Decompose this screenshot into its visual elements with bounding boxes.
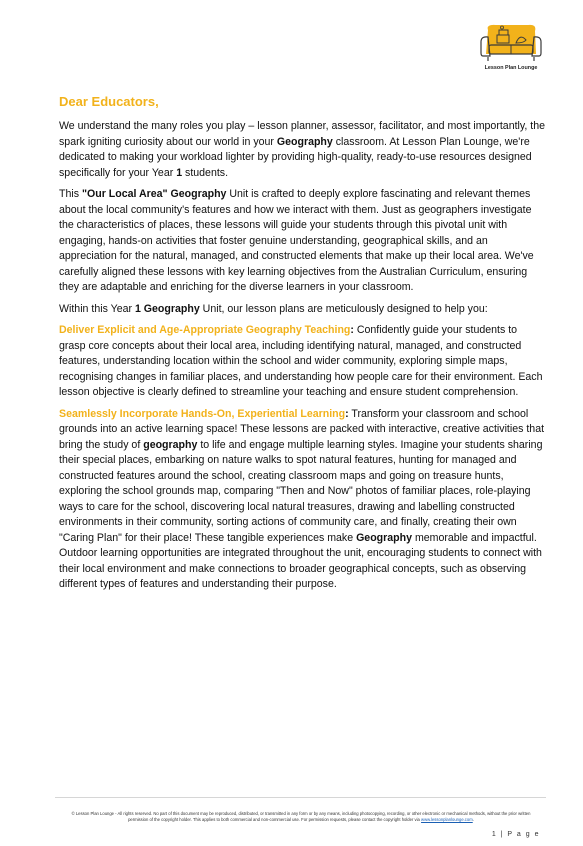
intro-bold-subject: Geography xyxy=(276,135,333,148)
within-text-2: Unit, our lesson plans are meticulously designed to help you: xyxy=(199,302,488,315)
within-paragraph xyxy=(59,302,545,318)
intro-text-3: students. xyxy=(182,166,229,179)
unit-bold-title: "Our Local Area" Geography xyxy=(81,188,227,200)
logo-text: Lesson Plan Lounge xyxy=(484,65,538,71)
unit-paragraph xyxy=(59,187,545,296)
point-1-heading: Deliver Explicit and Age-Appropriate Geography Teaching xyxy=(59,324,351,336)
intro-text-1: We understand the many roles you play – lesson planner, assessor, facilitator, and most importantly, the spark igniting curiosity about our world in your xyxy=(59,120,546,148)
page-number: 1 | P a g e xyxy=(491,831,540,838)
copyright-end: . xyxy=(472,817,474,822)
unit-text-1: This xyxy=(59,188,82,200)
intro-paragraph xyxy=(59,119,545,181)
point-1-body: Confidently guide your students to grasp core concepts about their local area, including identifying natural, managed, and constructed features, understanding location within the school and wider community, exploring simple maps, recognising changes in familiar places, and understanding how people care for their environment. Each lesson objective is clearly defined to streamline your teaching and ensure student comprehension. xyxy=(59,324,543,398)
point-hands-on-learning xyxy=(59,407,545,593)
greeting-heading: Dear Educators, xyxy=(59,94,159,109)
point-explicit-teaching xyxy=(59,323,545,401)
copyright-text: © Lesson Plan Lounge - All rights reserved. No part of this document may be reproduced, distributed, or transmitted in any form or by any means, including photocopying, recording, or other electronic or mechanical methods, without the prior written permission of the copyright holder. This applies to both commercial and non-commercial use. For permission requests, please contact the copyright holder via xyxy=(71,811,531,822)
logo xyxy=(478,24,544,76)
within-text-1: Within this Year xyxy=(59,302,135,315)
point-2-text-2: to life and engage multiple learning styles. Imagine your students sharing their special places, embarking on nature walks to spot natural features, hunting for managed and constructed features around the school, creating classroom maps and going on treasure hunts, exploring the school grounds map, comparing "Then and Now" photos of familiar places, role-playing ways to care for the school, discovering local natural treasures, drawing and labelling constructed environments in their community, sorting actions of community care, and finally, creating their own "Caring Plan" for their place! These tangible experiences make xyxy=(59,438,543,544)
point-2-bold-geography: geography xyxy=(143,438,198,451)
within-bold: 1 Geography xyxy=(134,302,200,315)
letter-body xyxy=(59,94,545,599)
unit-text-2: Unit is crafted to deeply explore fascinating and relevant themes about the local community's features and how we interact with them. Just as geographers investigate the characteristics of places, these lessons will guide your students through this pivotal unit with engaging, hands-on activities that foster genuine understanding, geographical skills, and an appreciation for the natural, managed, and constructed elements that make up their local area. We've carefully aligned these lessons with key learning objectives from the Australian Curriculum, ensuring they are adaptable and enriching for the diverse learners in your classroom. xyxy=(59,188,534,293)
couch-with-books-icon xyxy=(480,24,542,64)
point-2-colon: : xyxy=(345,407,349,420)
point-2-text-1: Transform your classroom and school grounds into an active learning space! These lessons are packed with interactive, creative activities that bring the study of xyxy=(59,407,545,451)
point-2-text-3: memorable and impactful. Outdoor learning opportunities are integrated throughout the unit, encouraging students to connect with their local environment and make connections to broader geographical concepts, such as observing different types of features and understanding their purpose. xyxy=(59,531,542,590)
website-link[interactable]: www.lessonplanlounge.com xyxy=(421,817,473,822)
intro-bold-year: 1 xyxy=(176,166,183,179)
point-2-bold-geography-2: Geography xyxy=(356,531,412,544)
copyright-footer xyxy=(62,811,540,823)
point-1-colon: : xyxy=(350,324,354,336)
intro-text-2: classroom. At Lesson Plan Lounge, we're dedicated to making your workload lighter by providing high-quality, ready-to-use resources designed specifically for your Year xyxy=(59,135,532,179)
point-2-heading: Seamlessly Incorporate Hands-On, Experiential Learning xyxy=(59,407,346,420)
footer-divider xyxy=(55,797,546,798)
